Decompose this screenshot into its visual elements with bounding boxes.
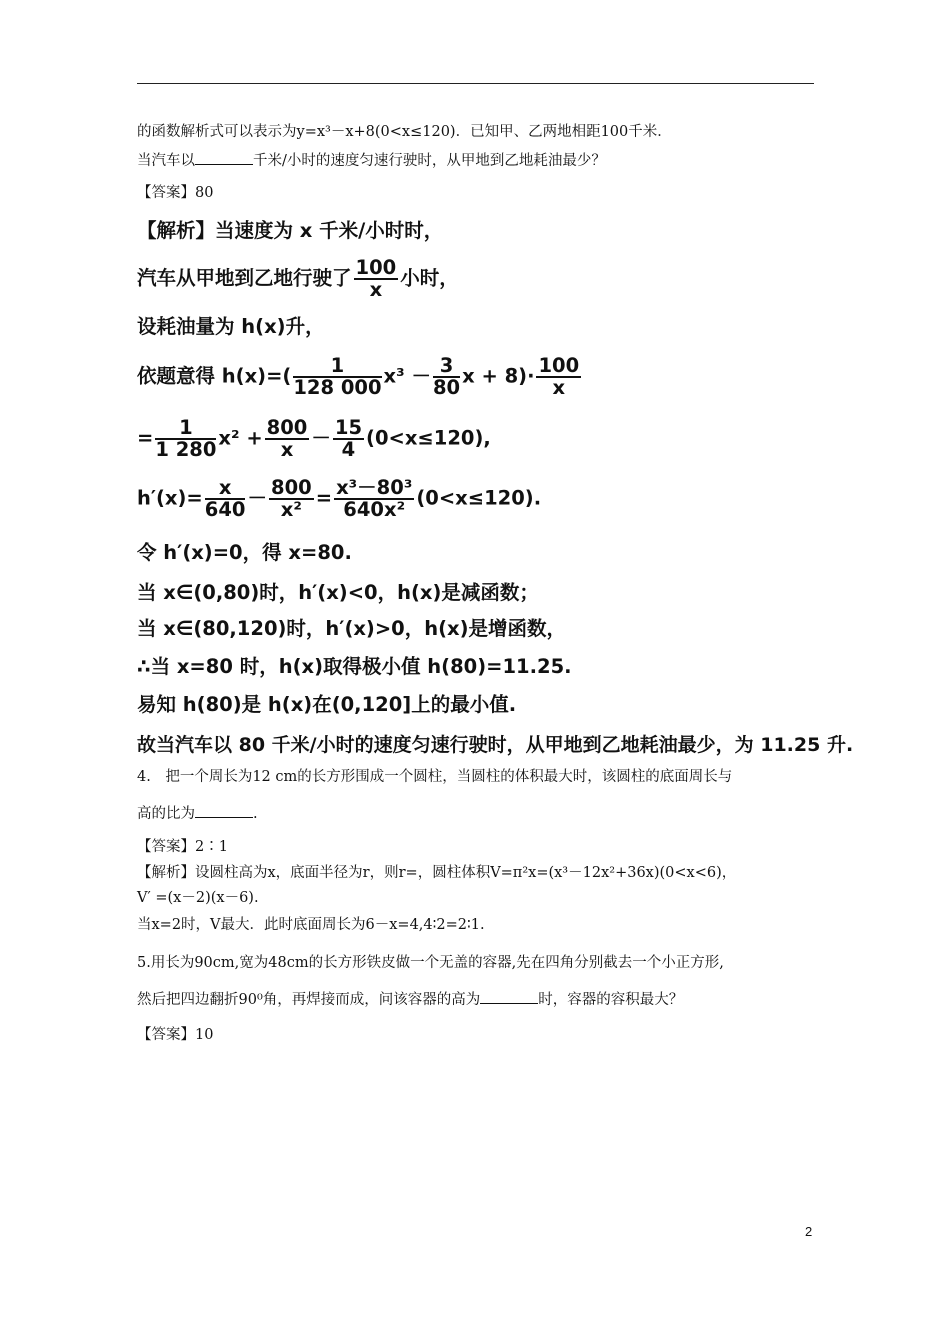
text-segment: － bbox=[311, 426, 331, 450]
fraction bbox=[334, 478, 414, 520]
text-segment: 当汽车以 bbox=[137, 153, 195, 169]
fraction bbox=[354, 258, 399, 300]
fraction bbox=[265, 418, 310, 460]
solution-line: 设耗油量为 h(x)升， bbox=[137, 315, 325, 338]
text-line: 的函数解析式可以表示为y=x³－x+8(0<x≤120)．已知甲、乙两地相距100千米． bbox=[137, 124, 672, 140]
answer-blank bbox=[195, 803, 253, 818]
solution-line: 故当汽车以 80 千米/小时的速度匀速行驶时，从甲地到乙地耗油最少，为 11.25 升. bbox=[137, 734, 854, 756]
fraction-numerator: 100 bbox=[355, 256, 397, 279]
solution-line: 当x=2时，V最大．此时底面周长为6－x=4,4∶2=2∶1. bbox=[137, 917, 485, 933]
fraction bbox=[269, 478, 314, 520]
solution-line: 【解析】设圆柱高为x，底面半径为r，则r=，圆柱体积V=π²x=(x³－12x²+36x)(0<x<6)， bbox=[137, 865, 737, 881]
text-segment: h′(x)= bbox=[137, 486, 203, 510]
question-line bbox=[137, 803, 258, 825]
text-segment: (0<x≤120), bbox=[366, 426, 491, 450]
answer-blank bbox=[195, 150, 253, 165]
fraction-denominator: x² bbox=[280, 498, 302, 521]
text-segment: － bbox=[247, 486, 267, 510]
text-segment: = bbox=[315, 486, 333, 510]
solution-line: 当 x∈(0,80)时，h′(x)<0，h(x)是减函数； bbox=[137, 581, 539, 604]
answer-line: 【答案】2∶1 bbox=[137, 839, 228, 855]
fraction-numerator: 100 bbox=[538, 354, 580, 377]
text-segment: 千米/小时的速度匀速行驶时，从甲地到乙地耗油最少？ bbox=[253, 153, 606, 169]
solution-line bbox=[137, 356, 583, 398]
solution-line bbox=[137, 258, 459, 300]
solution-line: 当 x∈(80,120)时，h′(x)>0，h(x)是增函数， bbox=[137, 617, 567, 640]
fraction-numerator: 3 bbox=[433, 356, 460, 378]
text-segment: x³ － bbox=[383, 364, 431, 388]
question-line: 5.用长为90cm,宽为48cm的长方形铁皮做一个无盖的容器,先在四角分别截去一个小正方形, bbox=[137, 955, 724, 971]
fraction-numerator: x bbox=[205, 478, 246, 500]
fraction bbox=[333, 418, 364, 460]
solution-line bbox=[137, 478, 541, 520]
answer-line: 【答案】10 bbox=[137, 1027, 214, 1043]
fraction bbox=[205, 478, 246, 520]
fraction-denominator: x bbox=[552, 376, 566, 399]
text-segment: 时，容器的容积最大？ bbox=[538, 992, 684, 1008]
answer-blank bbox=[480, 989, 538, 1004]
solution-line: 令 h′(x)=0，得 x=80. bbox=[137, 541, 352, 564]
text-segment: 依题意得 h(x)=( bbox=[137, 364, 292, 388]
fraction-denominator: x bbox=[280, 438, 294, 461]
text-segment: 汽车从甲地到乙地行驶了 bbox=[137, 266, 352, 290]
answer-line: 【答案】80 bbox=[137, 185, 214, 201]
text-segment: x + 8)· bbox=[462, 364, 535, 388]
header-rule bbox=[137, 83, 814, 84]
fraction-numerator: 1 bbox=[293, 356, 381, 378]
text-segment: x² + bbox=[218, 426, 263, 450]
fraction-denominator: x bbox=[369, 278, 383, 301]
text-segment: 小时， bbox=[400, 266, 459, 290]
fraction bbox=[293, 356, 381, 398]
fraction-numerator: x³－80³ bbox=[336, 476, 413, 499]
fraction-denominator: 128 000 bbox=[293, 376, 382, 399]
fraction-numerator: 800 bbox=[266, 416, 308, 439]
fraction-numerator: 800 bbox=[271, 476, 312, 499]
fraction bbox=[433, 356, 460, 398]
fraction-numerator: 1 bbox=[155, 418, 216, 440]
solution-line: 【解析】当速度为 x 千米/小时时， bbox=[137, 219, 444, 242]
question-line bbox=[137, 150, 606, 172]
fraction-denominator: 640 bbox=[204, 498, 246, 521]
fraction-denominator: 4 bbox=[341, 438, 356, 461]
solution-line: ∴当 x=80 时，h(x)取得极小值 h(80)=11.25. bbox=[137, 655, 572, 678]
text-segment: 然后把四边翻折90⁰角，再焊接而成，问该容器的高为 bbox=[137, 992, 481, 1008]
solution-line: V′ =(x－2)(x－6). bbox=[137, 890, 259, 906]
page-number: 2 bbox=[805, 1224, 813, 1239]
question-line bbox=[137, 989, 683, 1011]
solution-line bbox=[137, 418, 491, 460]
fraction-denominator: 640x² bbox=[343, 498, 406, 521]
text-segment: (0<x≤120). bbox=[416, 486, 542, 510]
fraction bbox=[536, 356, 581, 398]
text-segment: = bbox=[137, 426, 154, 450]
question-line: 4. 把一个周长为12 cm的长方形围成一个圆柱，当圆柱的体积最大时，该圆柱的底面周长与 bbox=[137, 769, 733, 785]
text-segment: . bbox=[253, 806, 258, 822]
fraction bbox=[155, 418, 216, 460]
fraction-denominator: 1 280 bbox=[155, 438, 217, 461]
fraction-numerator: 15 bbox=[334, 416, 363, 439]
fraction-denominator: 80 bbox=[432, 376, 461, 399]
solution-line: 易知 h(80)是 h(x)在(0,120]上的最小值. bbox=[137, 693, 517, 716]
text-segment: 高的比为 bbox=[137, 806, 195, 822]
